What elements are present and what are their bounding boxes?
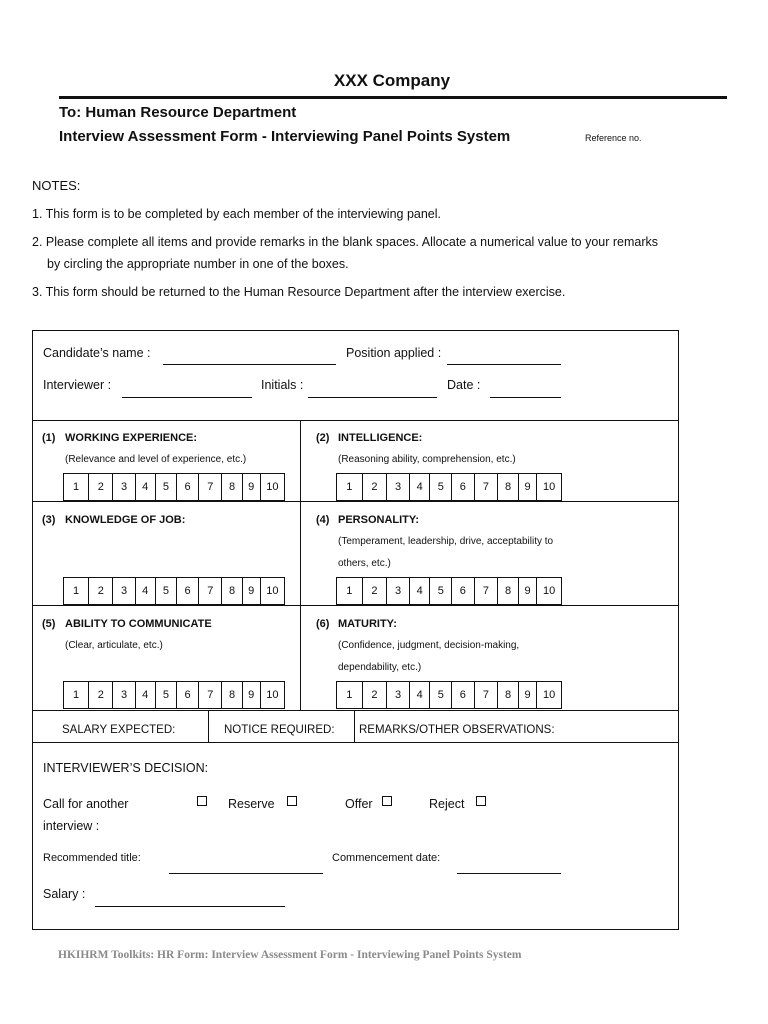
position-label: Position applied : [346,346,442,360]
score-row-ability-to-communicate [63,681,285,709]
score-option-9[interactable]: 9 [242,474,260,500]
reserve-checkbox[interactable] [287,796,297,806]
score-option-5[interactable]: 5 [155,578,176,604]
section-desc: (Relevance and level of experience, etc.) [65,454,247,465]
score-option-2[interactable]: 2 [362,578,387,604]
section-desc-cont: others, etc.) [338,558,391,569]
section-title-knowledge-of-job: KNOWLEDGE OF JOB: [65,514,186,526]
recommended-title-label: Recommended title: [43,852,141,864]
section-desc-cont: dependability, etc.) [338,662,422,673]
section-desc: (Reasoning ability, comprehension, etc.) [338,454,516,465]
score-option-9[interactable]: 9 [242,578,260,604]
score-option-8[interactable]: 8 [221,682,241,708]
score-option-5[interactable]: 5 [155,682,176,708]
candidate-name-field[interactable] [163,364,336,365]
column-divider [300,420,301,710]
score-option-3[interactable]: 3 [386,578,409,604]
recommended-title-field[interactable] [169,873,323,874]
score-option-8[interactable]: 8 [497,474,518,500]
notice-required-label: NOTICE REQUIRED: [224,724,335,736]
score-row-working-experience [63,473,285,501]
candidate-name-label: Candidate’s name : [43,346,151,360]
section-number: (4) [316,514,330,526]
score-option-1[interactable]: 1 [346,689,353,701]
score-option-6[interactable]: 6 [176,578,198,604]
note-3: 3. This form should be returned to the Human Resource Department after the interview exercise. [32,285,566,299]
interviewer-field[interactable] [122,397,252,398]
initials-field[interactable] [308,397,437,398]
grid-divider [32,420,679,421]
score-option-8[interactable]: 8 [497,578,518,604]
date-field[interactable] [490,397,561,398]
score-row-personality [336,577,562,605]
section-number: (3) [42,514,56,526]
reject-label: Reject [429,797,465,811]
recipient-line: To: Human Resource Department [59,104,297,121]
note-2: 2. Please complete all items and provide remarks in the blank spaces. Allocate a numerical value to your remarks [32,235,658,249]
score-option-10[interactable]: 10 [260,474,284,500]
score-option-6[interactable]: 6 [451,578,474,604]
score-option-7[interactable]: 7 [474,578,498,604]
score-option-6[interactable]: 6 [176,682,198,708]
note-2-cont: by circling the appropriate number in one of the boxes. [47,257,349,271]
score-option-10[interactable]: 10 [536,578,561,604]
score-option-2[interactable]: 2 [362,474,387,500]
decision-heading: INTERVIEWER’S DECISION: [43,761,209,775]
form-title: Interview Assessment Form - Interviewing Panel Points System [59,128,511,145]
score-option-10[interactable]: 10 [536,474,561,500]
score-option-4[interactable]: 4 [409,682,430,708]
company-name: XXX Company [333,71,451,90]
section-number: (2) [316,432,330,444]
commencement-date-label: Commencement date: [332,852,441,864]
score-option-2[interactable]: 2 [88,578,112,604]
remarks-label: REMARKS/OTHER OBSERVATIONS: [359,724,555,736]
column-divider [354,710,355,742]
note-1: 1. This form is to be completed by each member of the interviewing panel. [32,207,442,221]
initials-label: Initials : [261,378,304,392]
salary-field[interactable] [95,906,285,907]
header-rule [59,96,727,99]
score-option-4[interactable]: 4 [135,474,155,500]
score-option-5[interactable]: 5 [429,682,451,708]
call-another-checkbox[interactable] [197,796,207,806]
date-label: Date : [447,378,481,392]
score-option-1[interactable]: 1 [73,689,80,701]
score-option-8[interactable]: 8 [221,474,241,500]
grid-divider [32,501,679,502]
score-option-4[interactable]: 4 [135,682,155,708]
reserve-label: Reserve [228,797,275,811]
section-number: (6) [316,618,330,630]
score-option-9[interactable]: 9 [518,578,537,604]
column-divider [208,710,209,742]
grid-divider [32,605,679,606]
score-option-6[interactable]: 6 [451,682,474,708]
score-option-8[interactable]: 8 [497,682,518,708]
score-option-6[interactable]: 6 [176,474,198,500]
position-field[interactable] [447,364,561,365]
score-option-7[interactable]: 7 [198,578,221,604]
footer-text: HKIHRM Toolkits: HR Form: Interview Assessment Form - Interviewing Panel Points System [58,949,522,961]
score-option-3[interactable]: 3 [112,474,134,500]
score-option-9[interactable]: 9 [518,682,537,708]
score-option-5[interactable]: 5 [429,578,451,604]
score-option-3[interactable]: 3 [386,682,409,708]
score-option-1[interactable]: 1 [73,481,80,493]
score-option-3[interactable]: 3 [112,682,134,708]
score-option-6[interactable]: 6 [451,474,474,500]
section-desc: (Confidence, judgment, decision-making, [338,640,520,651]
score-option-1[interactable]: 1 [73,585,80,597]
notes-heading: NOTES: [32,178,81,193]
score-row-knowledge-of-job [63,577,285,605]
score-option-7[interactable]: 7 [198,682,221,708]
call-another-label: Call for another [43,797,129,811]
offer-checkbox[interactable] [382,796,392,806]
call-another-label-cont: interview : [43,819,100,833]
section-title-intelligence: INTELLIGENCE: [338,432,423,444]
reject-checkbox[interactable] [476,796,486,806]
section-number: (1) [42,432,56,444]
score-option-10[interactable]: 10 [536,682,561,708]
score-option-4[interactable]: 4 [409,578,430,604]
reference-label: Reference no. [585,133,642,143]
section-desc: (Clear, articulate, etc.) [65,640,163,651]
section-title-ability-to-communicate: ABILITY TO COMMUNICATE [65,618,212,630]
score-option-10[interactable]: 10 [260,578,284,604]
score-option-8[interactable]: 8 [221,578,241,604]
score-option-7[interactable]: 7 [474,682,498,708]
score-option-1[interactable]: 1 [346,585,353,597]
score-option-7[interactable]: 7 [198,474,221,500]
section-title-working-experience: WORKING EXPERIENCE: [65,432,198,444]
score-option-5[interactable]: 5 [429,474,451,500]
score-option-3[interactable]: 3 [386,474,409,500]
score-option-9[interactable]: 9 [242,682,260,708]
salary-label: Salary : [43,887,86,901]
score-option-5[interactable]: 5 [155,474,176,500]
score-row-intelligence [336,473,562,501]
score-option-7[interactable]: 7 [474,474,498,500]
section-number: (5) [42,618,56,630]
score-option-4[interactable]: 4 [135,578,155,604]
grid-divider [32,710,679,711]
score-option-10[interactable]: 10 [260,682,284,708]
score-option-1[interactable]: 1 [346,481,353,493]
score-option-3[interactable]: 3 [112,578,134,604]
grid-divider [32,742,679,743]
interviewer-label: Interviewer : [43,378,112,392]
score-option-2[interactable]: 2 [88,682,112,708]
section-title-personality: PERSONALITY: [338,514,420,526]
section-desc: (Temperament, leadership, drive, acceptability to [338,536,554,547]
score-row-maturity [336,681,562,709]
score-option-2[interactable]: 2 [88,474,112,500]
section-title-maturity: MATURITY: [338,618,397,630]
offer-label: Offer [345,797,373,811]
score-option-9[interactable]: 9 [518,474,537,500]
score-option-4[interactable]: 4 [409,474,430,500]
commencement-date-field[interactable] [457,873,561,874]
score-option-2[interactable]: 2 [362,682,387,708]
salary-expected-label: SALARY EXPECTED: [62,724,176,736]
